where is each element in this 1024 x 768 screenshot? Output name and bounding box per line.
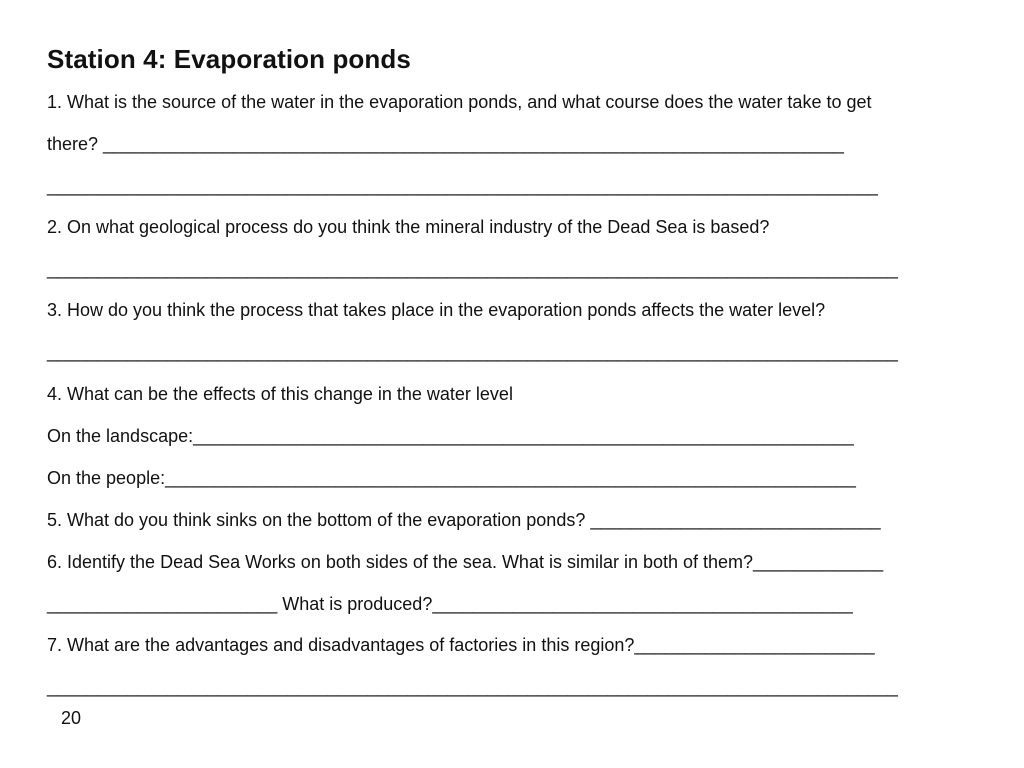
question-4: 4. What can be the effects of this change in the water level xyxy=(47,384,513,404)
question-3: 3. How do you think the process that takes place in the evaporation ponds affects the water level? xyxy=(47,300,826,320)
question-1-line-1: 1. What is the source of the water in the evaporation ponds, and what course does the water take to get xyxy=(47,92,872,112)
question-1-line-2: there? __________________________________________________________________________ xyxy=(47,134,844,154)
question-1-answer-line: ___________________________________________________________________________________ xyxy=(47,176,878,196)
question-7: 7. What are the advantages and disadvantages of factories in this region?________________________ xyxy=(47,635,875,655)
question-6-produced: _______________________ What is produced?__________________________________________ xyxy=(47,594,853,614)
question-2-answer-line: _____________________________________________________________________________________ xyxy=(47,259,898,279)
page-number: 20 xyxy=(61,708,82,728)
question-5: 5. What do you think sinks on the bottom of the evaporation ponds? _____________________________ xyxy=(47,510,881,530)
question-4-people: On the people:_____________________________________________________________________ xyxy=(47,468,856,488)
question-7-answer-line: _____________________________________________________________________________________ xyxy=(47,677,898,697)
question-4-landscape: On the landscape:__________________________________________________________________ xyxy=(47,426,854,446)
page-title: Station 4: Evaporation ponds xyxy=(47,44,411,74)
question-2: 2. On what geological process do you think the mineral industry of the Dead Sea is based? xyxy=(47,217,770,237)
question-3-answer-line: _____________________________________________________________________________________ xyxy=(47,342,898,362)
question-6: 6. Identify the Dead Sea Works on both sides of the sea. What is similar in both of them?_____________ xyxy=(47,552,884,572)
